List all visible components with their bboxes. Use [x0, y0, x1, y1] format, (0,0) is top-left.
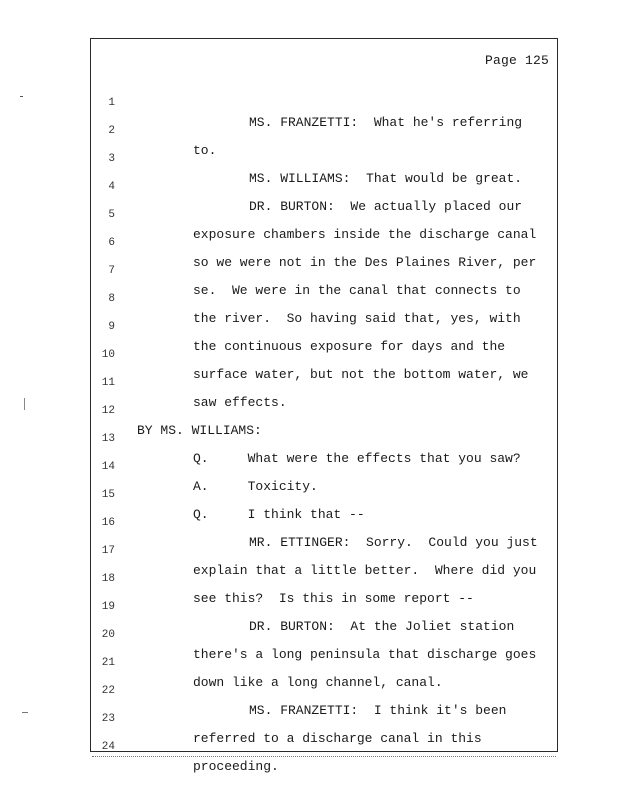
line-number: 11 [101, 377, 115, 389]
line-number: 9 [108, 321, 115, 333]
line-text: se. We were in the canal that connects to [193, 283, 521, 298]
line-text: see this? Is this in some report -- [193, 591, 474, 606]
line-text: proceeding. [193, 759, 279, 774]
line-text: MS. WILLIAMS: That would be great. [249, 171, 523, 186]
line-number: 15 [101, 489, 115, 501]
scan-mark [20, 96, 23, 97]
line-text: so we were not in the Des Plaines River, per [193, 255, 537, 270]
line-text: Q. I think that -- [193, 507, 365, 522]
line-number: 17 [101, 545, 115, 557]
line-text: DR. BURTON: We actually placed our [249, 199, 523, 214]
line-number: 24 [101, 741, 115, 753]
line-text: A. Toxicity. [193, 479, 318, 494]
scan-mark [22, 712, 28, 713]
line-text: MR. ETTINGER: Sorry. Could you just [249, 535, 538, 550]
line-number: 13 [101, 433, 115, 445]
line-text: DR. BURTON: At the Joliet station [249, 619, 515, 634]
line-number: 3 [108, 153, 115, 165]
line-text: referred to a discharge canal in this [193, 731, 482, 746]
line-text: MS. FRANZETTI: I think it's been [249, 703, 507, 718]
line-number: 7 [108, 265, 115, 277]
line-number: 12 [101, 405, 115, 417]
line-text: surface water, but not the bottom water, we [193, 367, 529, 382]
line-text: down like a long channel, canal. [193, 675, 443, 690]
line-number: 18 [101, 573, 115, 585]
line-text: there's a long peninsula that discharge goes [193, 647, 537, 662]
transcript-line [91, 73, 557, 130]
line-number: 22 [101, 685, 115, 697]
line-number: 19 [101, 601, 115, 613]
line-text: the continuous exposure for days and the [193, 339, 506, 354]
line-number: 8 [108, 293, 115, 305]
line-text: exposure chambers inside the discharge canal [193, 227, 537, 242]
line-number: 21 [101, 657, 115, 669]
line-number: 5 [108, 209, 115, 221]
line-number: 14 [101, 461, 115, 473]
line-text: MS. FRANZETTI: What he's referring [249, 115, 523, 130]
line-number: 10 [101, 349, 115, 361]
line-text: explain that a little better. Where did you [193, 563, 537, 578]
line-text: to. [193, 143, 217, 158]
transcript-page [90, 38, 558, 774]
line-number: 16 [101, 517, 115, 529]
line-number: 1 [108, 97, 115, 109]
line-number: 20 [101, 629, 115, 641]
line-number: 4 [108, 181, 115, 193]
line-number: 2 [108, 125, 115, 137]
bottom-scan-strip [92, 756, 556, 760]
line-text: Q. What were the effects that you saw? [193, 451, 521, 466]
line-text: saw effects. [193, 395, 287, 410]
line-number: 6 [108, 237, 115, 249]
scan-mark [24, 398, 25, 410]
line-text: BY MS. WILLIAMS: [137, 423, 262, 438]
line-text: the river. So having said that, yes, with [193, 311, 521, 326]
page-number: Page 125 [484, 53, 549, 68]
line-number: 23 [101, 713, 115, 725]
